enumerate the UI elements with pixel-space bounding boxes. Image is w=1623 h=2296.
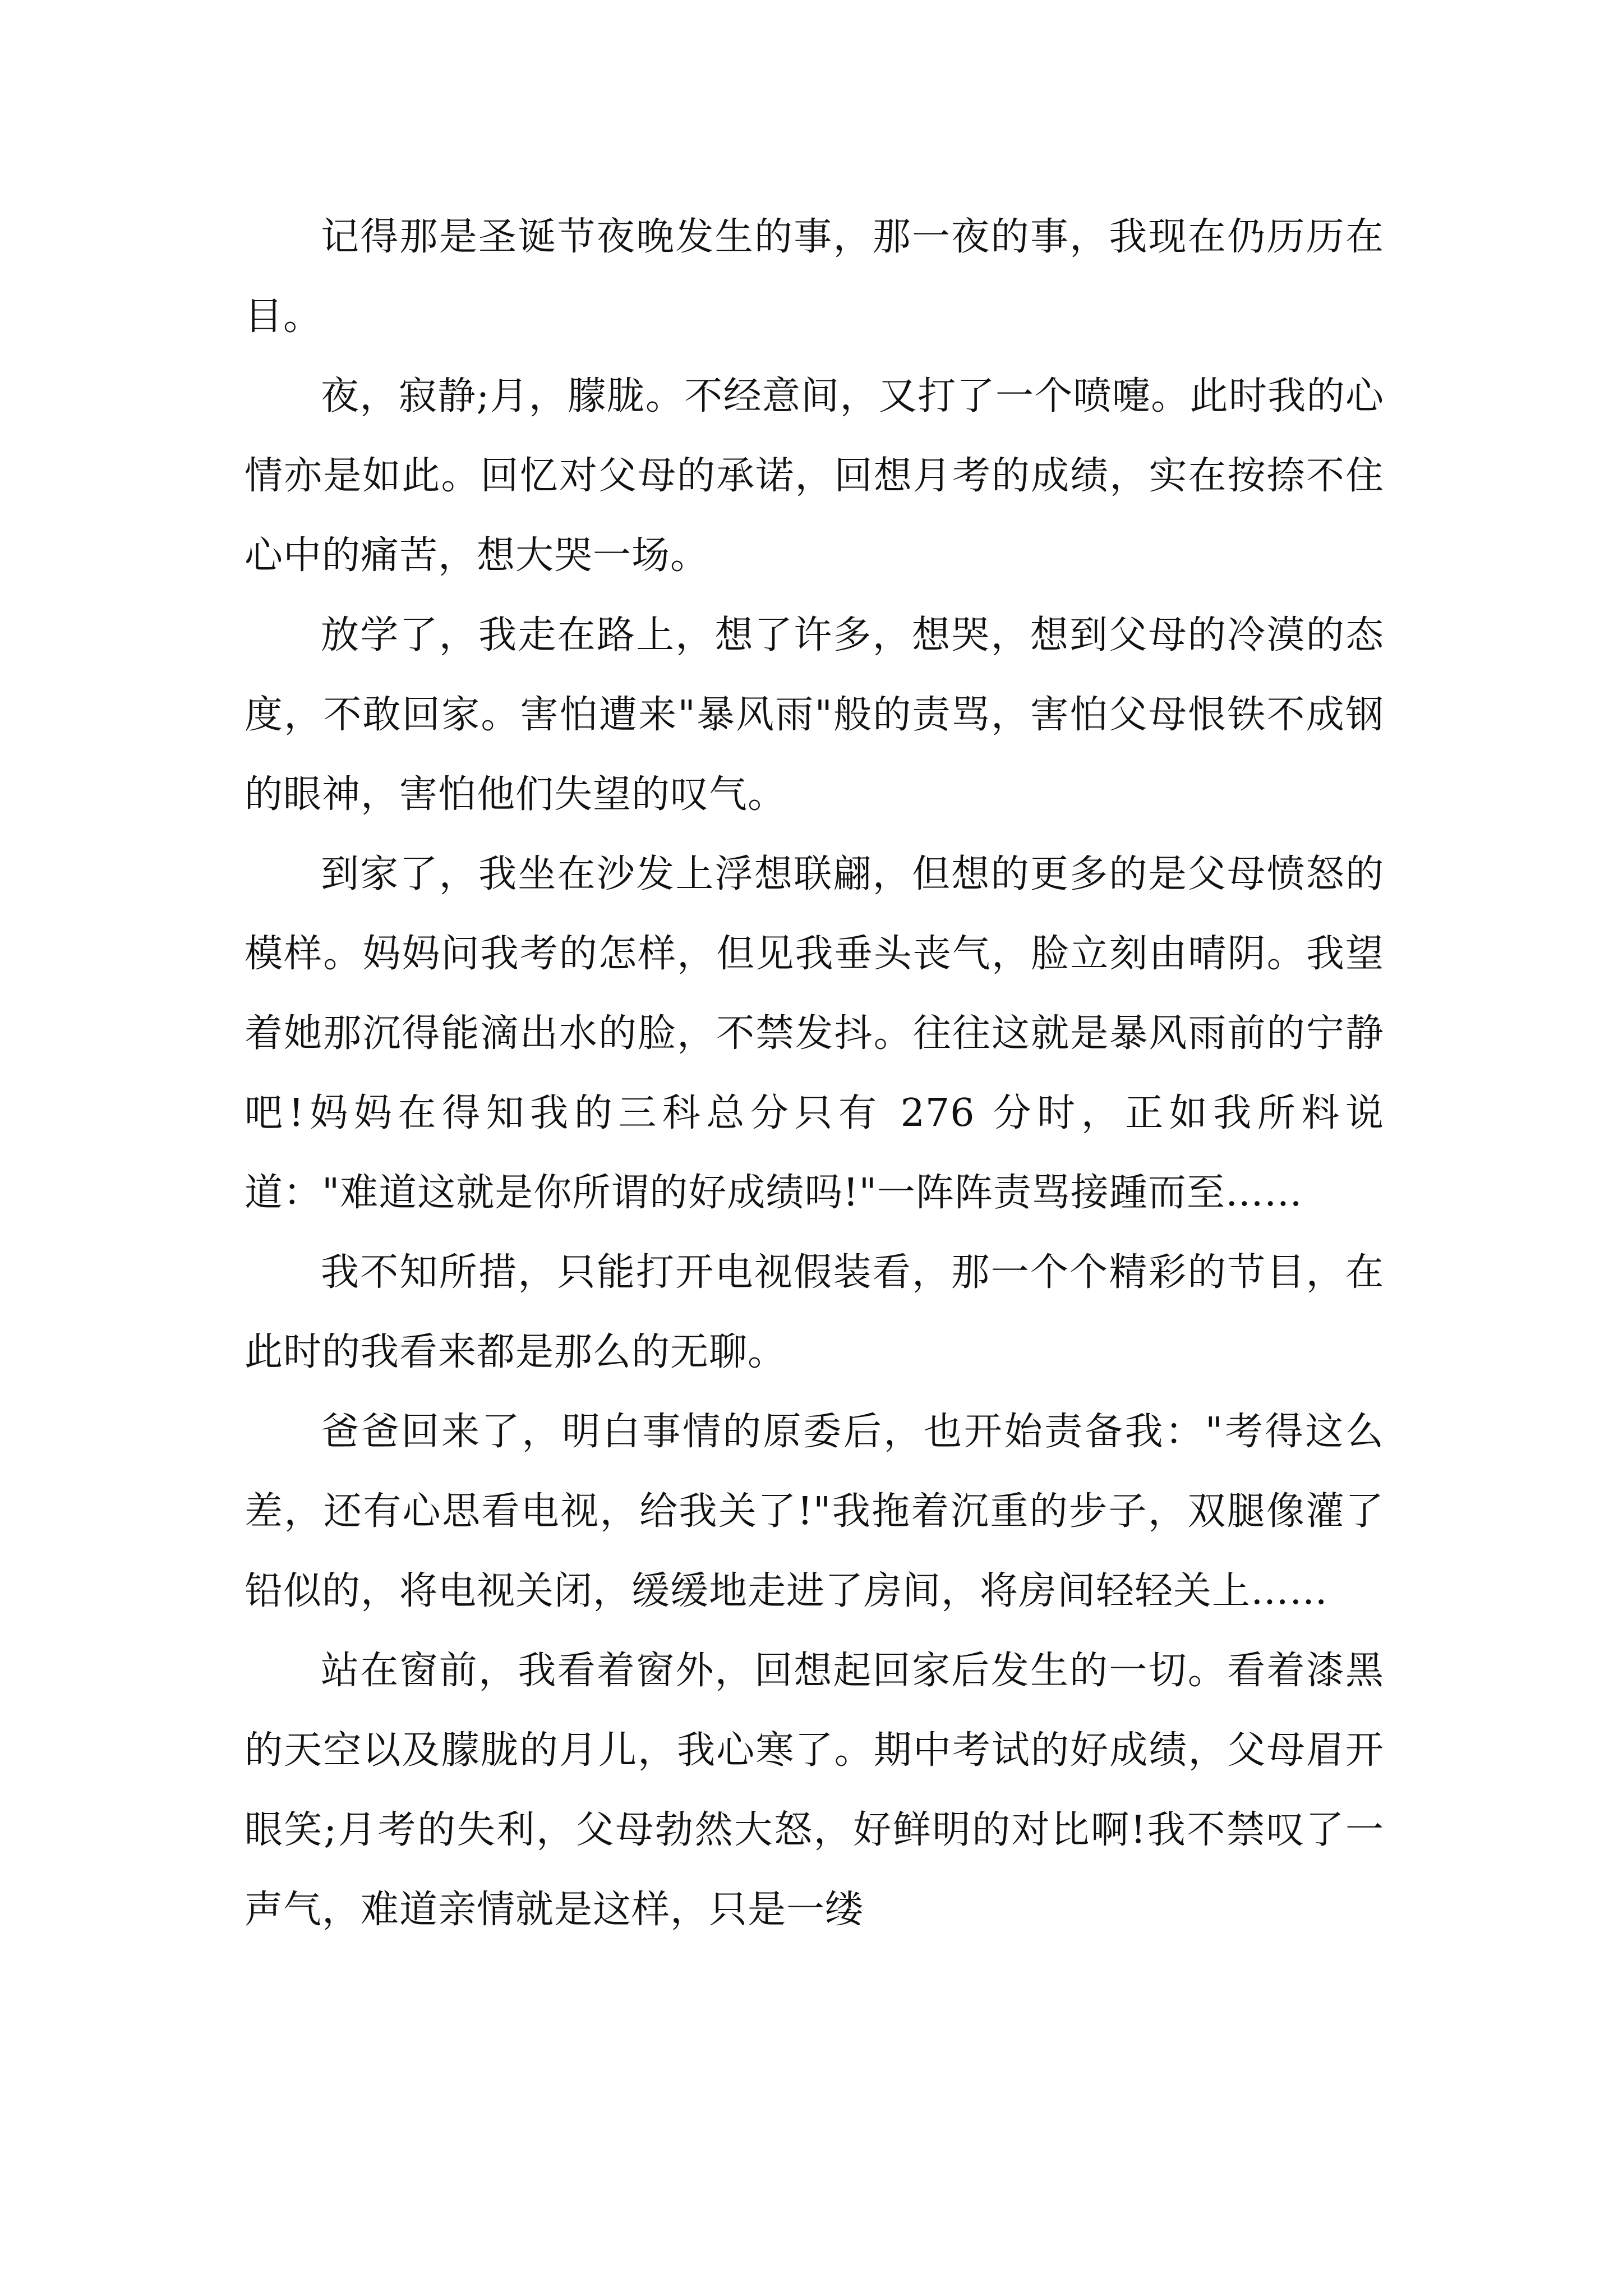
paragraph-3: 放学了，我走在路上，想了许多，想哭，想到父母的冷漠的态度，不敢回家。害怕遭来"暴风雨"般的责骂，害怕父母恨铁不成钢的眼神，害怕他们失望的叹气。 — [245, 613, 1384, 817]
paragraph-6: 爸爸回来了，明白事情的原委后，也开始责备我："考得这么差，还有心思看电视，给我关了!"我拖着沉重的步子，双腿像灌了铅似的，将电视关闭，缓缓地走进了房间，将房间轻轻关上…… — [245, 1410, 1384, 1613]
document-body — [245, 197, 1384, 1950]
paragraph-7: 站在窗前，我看着窗外，回想起回家后发生的一切。看着漆黑的天空以及朦胧的月儿，我心寒了。期中考试的好成绩，父母眉开眼笑;月考的失利，父母勃然大怒，好鲜明的对比啊!我不禁叹了一声气，难道亲情就是这样，只是一缕 — [245, 1649, 1384, 1932]
paragraph-5: 我不知所措，只能打开电视假装看，那一个个精彩的节目，在此时的我看来都是那么的无聊。 — [245, 1250, 1384, 1374]
paragraph-1: 记得那是圣诞节夜晚发生的事，那一夜的事，我现在仍历历在目。 — [245, 215, 1384, 339]
paragraph-4: 到家了，我坐在沙发上浮想联翩，但想的更多的是父母愤怒的模样。妈妈问我考的怎样，但见我垂头丧气，脸立刻由晴阴。我望着她那沉得能滴出水的脸，不禁发抖。往往这就是暴风雨前的宁静吧!妈妈在得知我的三科总分只有 276 分时，正如我所料说道："难道这就是你所谓的好成绩吗!"一阵阵责骂接踵而至…… — [245, 852, 1384, 1215]
paragraph-2: 夜，寂静;月，朦胧。不经意间，又打了一个喷嚏。此时我的心情亦是如此。回忆对父母的承诺，回想月考的成绩，实在按捺不住心中的痛苦，想大哭一场。 — [245, 374, 1384, 578]
